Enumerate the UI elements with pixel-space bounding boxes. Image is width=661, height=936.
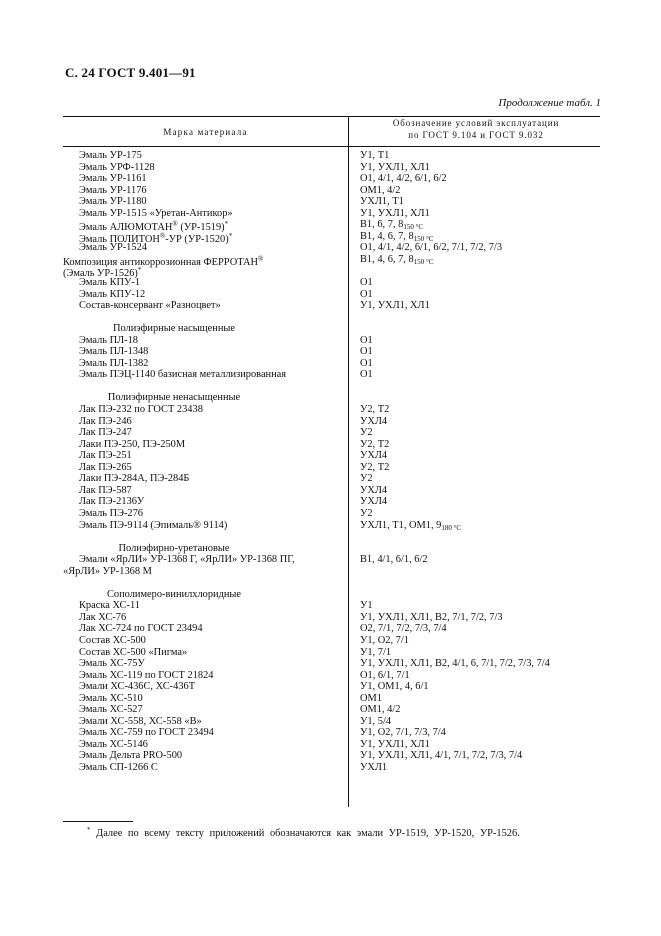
material-name-text: (Эмаль УР-1526)	[63, 268, 138, 280]
temperature-subscript: 150 °С	[413, 234, 434, 243]
material-name	[79, 242, 147, 254]
condition-codes-text: УХЛ4	[360, 496, 388, 508]
condition-codes-text: О1	[360, 288, 373, 300]
table-row	[0, 219, 661, 234]
condition-codes	[360, 300, 430, 312]
condition-codes	[360, 612, 503, 624]
condition-codes	[360, 739, 430, 751]
condition-codes-text: У1, УХЛ1, ХЛ1	[360, 161, 430, 173]
table-row	[0, 335, 661, 347]
table-section-heading	[0, 589, 661, 601]
condition-codes-text: ОМ1, 4/2	[360, 704, 401, 716]
condition-codes	[360, 704, 400, 716]
table-row	[0, 670, 661, 682]
table-row	[0, 242, 661, 254]
table-row	[0, 369, 661, 381]
footnote-mark: *	[87, 826, 91, 834]
material-name	[79, 716, 202, 728]
material-name-text: Эмаль ПЛ-18	[79, 334, 138, 346]
condition-codes-text: У1, УХЛ1, ХЛ1	[360, 738, 430, 750]
material-name	[79, 196, 147, 208]
condition-codes	[360, 277, 373, 289]
material-name	[79, 162, 155, 174]
table-row	[0, 739, 661, 751]
material-name-text: Лак ПЭ-251	[79, 450, 132, 462]
material-name	[79, 670, 213, 682]
material-name-text: Эмаль АЛЮМОТАН	[79, 222, 173, 234]
condition-codes	[360, 508, 373, 520]
condition-codes	[360, 554, 428, 566]
table-row	[0, 162, 661, 174]
table-spacer-row	[0, 381, 661, 393]
condition-codes	[360, 727, 446, 739]
material-name	[79, 358, 148, 370]
condition-codes-text: У1, Т1	[360, 150, 390, 161]
table-continuation-label: Продолжение табл. 1	[498, 97, 601, 109]
condition-codes-text: У1, УХЛ1, ХЛ1	[360, 300, 430, 312]
material-name	[79, 750, 182, 762]
table-row	[0, 462, 661, 474]
condition-codes	[360, 173, 447, 185]
table-row	[0, 300, 661, 312]
material-name	[79, 520, 227, 532]
table-row	[0, 762, 661, 774]
material-name	[79, 727, 214, 739]
column-header-material: Марка материала	[163, 127, 248, 137]
condition-codes-text: У1, 7/1	[360, 646, 392, 658]
condition-codes	[360, 185, 400, 197]
material-name	[79, 150, 142, 162]
condition-codes-text: О2, 7/1, 7/2, 7/3, 7/4	[360, 623, 447, 635]
condition-codes	[360, 358, 373, 370]
table-row	[0, 289, 661, 301]
material-name-text: Состав ХС-500 «Пигма»	[79, 646, 188, 658]
condition-codes-text: У1	[360, 600, 373, 612]
material-name	[79, 462, 132, 474]
table-spacer-row	[0, 531, 661, 543]
condition-codes	[360, 496, 387, 508]
material-name	[79, 173, 147, 185]
table-row	[0, 173, 661, 185]
material-name-text: Эмаль УР-1161	[79, 173, 147, 185]
material-name-text: Эмаль ПЭЦ-1140 базисная металлизированная	[79, 369, 287, 381]
material-name-text: Лак ПЭ-265	[79, 461, 132, 473]
material-name-text: Эмаль ПЛ-1348	[79, 346, 149, 358]
material-name	[79, 739, 148, 751]
condition-codes-text: УХЛ1	[360, 761, 388, 773]
table-row	[0, 231, 661, 243]
condition-codes	[360, 150, 389, 162]
condition-codes	[360, 369, 373, 381]
condition-codes	[360, 404, 389, 416]
material-name-text: Лак ПЭ-246	[79, 415, 132, 427]
condition-codes	[360, 485, 387, 497]
condition-codes	[360, 335, 373, 347]
condition-codes	[360, 242, 502, 254]
temperature-subscript: 150 °С	[413, 257, 434, 266]
condition-codes	[360, 416, 387, 428]
table-row	[0, 496, 661, 508]
condition-codes	[360, 346, 373, 358]
condition-codes	[360, 208, 430, 220]
table-row	[0, 693, 661, 705]
section-title: Полиэфирно-уретановые	[118, 542, 230, 554]
table-section-heading	[0, 543, 661, 555]
table-row	[0, 704, 661, 716]
temperature-subscript: 150 °С	[403, 223, 424, 232]
footnote-rule	[63, 821, 133, 822]
condition-codes-text: О1, 4/1, 4/2, 6/1, 6/2, 7/1, 7/2, 7/3	[360, 242, 503, 254]
material-name-text: Эмаль ПЭ-9114 (Эпималь® 9114)	[79, 519, 228, 531]
material-name	[79, 612, 126, 624]
condition-codes-text: У2, Т2	[360, 461, 390, 473]
footnote	[87, 826, 520, 839]
material-name	[79, 600, 140, 612]
table-row	[0, 612, 661, 624]
condition-codes-text: О1	[360, 369, 373, 381]
material-name	[79, 450, 132, 462]
material-name-text: Эмаль КПУ-1	[79, 277, 141, 289]
condition-codes	[360, 623, 447, 635]
condition-codes-text: В1, 4/1, 6/1, 6/2	[360, 554, 428, 566]
material-name-text: Эмаль УР-1180	[79, 196, 147, 208]
material-name-text: Эмали «ЯрЛИ» УР-1368 Г, «ЯрЛИ» УР-1368 ПГ,	[79, 554, 295, 566]
condition-codes-text: УХЛ1, Т1	[360, 196, 404, 208]
condition-codes-text: У2, Т2	[360, 404, 390, 416]
registered-mark: ®	[172, 220, 178, 229]
table-row	[0, 554, 661, 566]
condition-codes-text: О1, 6/1, 7/1	[360, 669, 410, 681]
material-name-text: Лак ХС-724 по ГОСТ 23494	[79, 623, 203, 635]
table-row	[0, 265, 661, 280]
material-name	[79, 485, 132, 497]
material-name-text: Эмали ХС-558, ХС-558 «В»	[79, 715, 202, 727]
table-body	[0, 150, 661, 774]
condition-codes-text: У2	[360, 473, 373, 485]
material-name	[79, 647, 187, 659]
material-name	[79, 300, 221, 312]
section-title: Полиэфирные насыщенные	[112, 323, 236, 335]
condition-codes-text: В1, 4, 6, 7, 8	[360, 230, 414, 242]
column-header-conditions	[352, 117, 600, 141]
condition-codes-text: О1	[360, 277, 373, 289]
condition-codes-text: У1, 5/4	[360, 715, 392, 727]
material-name-text: Эмаль ХС-75У	[79, 658, 145, 670]
table-row	[0, 623, 661, 635]
condition-codes	[360, 693, 382, 705]
section-title: Полиэфирные ненасыщенные	[107, 392, 241, 404]
material-name-text: Эмаль УРФ-1128	[79, 161, 155, 173]
condition-codes-text: ОМ1, 4/2	[360, 184, 401, 196]
condition-codes	[360, 162, 430, 174]
material-name-text: Эмаль СП-1266 С	[79, 761, 158, 773]
material-name	[79, 681, 195, 693]
material-name-text: Эмаль ПЭ-276	[79, 507, 143, 519]
table-row	[0, 566, 661, 578]
material-name-text: Состав ХС-500	[79, 634, 146, 646]
condition-codes	[360, 658, 550, 670]
footnote-ref: *	[228, 231, 233, 240]
material-name	[79, 704, 143, 716]
table-row	[0, 416, 661, 428]
material-name-text: Эмаль УР-175	[79, 150, 142, 161]
table-header-rule	[63, 146, 600, 147]
column-header-conditions-line2: по ГОСТ 9.104 и ГОСТ 9.032	[408, 130, 544, 140]
registered-mark: ®	[258, 254, 264, 263]
table-row	[0, 681, 661, 693]
registered-mark: ®	[159, 231, 166, 240]
table-row	[0, 600, 661, 612]
condition-codes-text: УХЛ4	[360, 484, 388, 496]
material-name	[79, 658, 145, 670]
material-name-text: Эмаль ХС-510	[79, 692, 143, 704]
table-row	[0, 254, 661, 266]
material-name-text: Лак ХС-76	[79, 611, 127, 623]
material-name-text: Эмаль КПУ-12	[79, 288, 146, 300]
material-name	[79, 346, 148, 358]
condition-codes	[360, 647, 391, 659]
material-name-text: Состав-консервант «Разноцвет»	[79, 300, 221, 312]
table-spacer-row	[0, 312, 661, 324]
condition-codes-text: У1, УХЛ1, ХЛ1, 4/1, 7/1, 7/2, 7/3, 7/4	[360, 750, 523, 762]
footnote-ref: *	[224, 220, 229, 229]
condition-codes	[360, 289, 373, 301]
material-name-text: Лак ПЭ-232 по ГОСТ 23438	[79, 404, 203, 416]
footnote-ref: *	[137, 266, 142, 275]
material-name	[79, 508, 143, 520]
material-name-text: Эмаль УР-1524	[79, 242, 147, 254]
table-row	[0, 635, 661, 647]
material-name-text: Лак ПЭ-2136У	[79, 496, 145, 508]
condition-codes	[360, 450, 387, 462]
table-row	[0, 658, 661, 670]
condition-codes	[360, 462, 389, 474]
material-name	[79, 635, 146, 647]
table-spacer-row	[0, 577, 661, 589]
material-name-tail: (УР-1519)	[177, 222, 225, 234]
material-name	[79, 185, 147, 197]
material-name-text: Эмали ХС-436С, ХС-436Т	[79, 681, 196, 693]
table-row	[0, 208, 661, 220]
table-row	[0, 277, 661, 289]
material-name	[79, 554, 295, 566]
material-name	[79, 693, 143, 705]
condition-codes-text: У1, ОМ1, 4, 6/1	[360, 681, 429, 693]
section-title: Сополимеро-винилхлоридные	[106, 588, 242, 600]
table-row	[0, 196, 661, 208]
condition-codes-text: ОМ1	[360, 692, 382, 704]
table-row	[0, 185, 661, 197]
material-name-text: Лаки ПЭ-250, ПЭ-250М	[79, 438, 186, 450]
table-row	[0, 727, 661, 739]
condition-codes	[360, 681, 429, 693]
table-row	[0, 439, 661, 451]
condition-codes	[360, 635, 409, 647]
condition-codes	[360, 670, 410, 682]
condition-codes	[360, 716, 391, 728]
material-name-text: Эмаль УР-1515 «Уретан-Антикор»	[79, 207, 233, 219]
table-row	[0, 716, 661, 728]
material-name-text: Эмаль ХС-759 по ГОСТ 23494	[79, 727, 214, 739]
condition-codes-text: У1, О2, 7/1, 7/3, 7/4	[360, 727, 446, 739]
condition-codes-text: О1, 4/1, 4/2, 6/1, 6/2	[360, 173, 447, 185]
table-section-heading	[0, 323, 661, 335]
material-name	[79, 404, 203, 416]
material-name-tail: -УР (УР-1520)	[165, 233, 229, 245]
table-row	[0, 473, 661, 485]
table-row	[0, 358, 661, 370]
table-row	[0, 150, 661, 162]
condition-codes-text: У2	[360, 427, 373, 439]
condition-codes-text: УХЛ1, Т1, ОМ1, 9	[360, 519, 442, 531]
condition-codes-text: УХЛ4	[360, 415, 388, 427]
condition-codes	[360, 196, 404, 208]
material-name-text: Лак ПЭ-247	[79, 427, 132, 439]
table-row	[0, 427, 661, 439]
material-name	[79, 762, 158, 774]
condition-codes-text: В1, 4, 6, 7, 8	[360, 253, 414, 265]
material-name-text: Эмаль ХС-527	[79, 704, 143, 716]
condition-codes	[360, 439, 389, 451]
condition-codes-text: УХЛ4	[360, 450, 388, 462]
material-name	[79, 277, 140, 289]
condition-codes-text: У1, УХЛ1, ХЛ1	[360, 207, 430, 219]
material-name	[79, 623, 203, 635]
material-name	[79, 335, 138, 347]
material-name-text: Эмаль ХС-5146	[79, 738, 148, 750]
table-row	[0, 508, 661, 520]
material-name-text: Эмаль ПОЛИТОН	[79, 233, 160, 245]
material-name-text: «ЯрЛИ» УР-1368 М	[63, 565, 152, 577]
condition-codes-text: У2, Т2	[360, 438, 390, 450]
material-name-text: Лаки ПЭ-284А, ПЭ-284Б	[79, 473, 190, 485]
material-name	[79, 427, 132, 439]
material-name	[79, 416, 132, 428]
table-row	[0, 450, 661, 462]
condition-codes	[360, 750, 522, 762]
condition-codes	[360, 427, 373, 439]
column-header-conditions-line1: Обозначение условий эксплуатации	[392, 118, 560, 128]
condition-codes-text: В1, 6, 7, 8	[360, 219, 404, 231]
material-name	[79, 289, 145, 301]
condition-codes-text: О1	[360, 346, 373, 358]
condition-codes	[360, 600, 373, 612]
material-name	[79, 208, 233, 220]
table-section-heading	[0, 392, 661, 404]
table-row	[0, 404, 661, 416]
condition-codes-text: О1	[360, 334, 373, 346]
material-name	[79, 473, 189, 485]
temperature-subscript: 180 °С	[441, 523, 462, 532]
material-name	[63, 566, 152, 578]
material-name	[79, 496, 144, 508]
material-name	[79, 439, 185, 451]
condition-codes	[360, 762, 387, 774]
material-name-text: Эмаль ПЛ-1382	[79, 357, 149, 369]
material-name-text: Эмаль Дельта PRO-500	[79, 750, 183, 762]
material-name-text: Композиция антикоррозионная ФЕРРОТАН	[63, 256, 259, 268]
condition-codes-text: У1, УХЛ1, ХЛ1, В2, 4/1, 6, 7/1, 7/2, 7/3, 7/4	[360, 658, 550, 670]
material-name	[79, 369, 286, 381]
footnote-text: Далее по всему тексту приложений обозначаются как эмали УР-1519, УР-1520, УР-1526.	[96, 828, 520, 839]
table-row	[0, 750, 661, 762]
condition-codes-text: У1, УХЛ1, ХЛ1, В2, 7/1, 7/2, 7/3	[360, 611, 503, 623]
table-row	[0, 485, 661, 497]
table-row	[0, 520, 661, 532]
material-name-text: Лак ПЭ-587	[79, 484, 132, 496]
material-name-text: Эмаль ХС-119 по ГОСТ 21824	[79, 669, 214, 681]
material-name-text: Эмаль УР-1176	[79, 184, 147, 196]
table-row	[0, 346, 661, 358]
condition-codes-text: У1, О2, 7/1	[360, 634, 409, 646]
condition-codes	[360, 473, 373, 485]
condition-codes-text: О1	[360, 357, 373, 369]
condition-codes-text: У2	[360, 507, 373, 519]
material-name-text: Краска ХС-11	[79, 600, 140, 612]
page-header: С. 24 ГОСТ 9.401—91	[65, 65, 196, 80]
table-row	[0, 647, 661, 659]
